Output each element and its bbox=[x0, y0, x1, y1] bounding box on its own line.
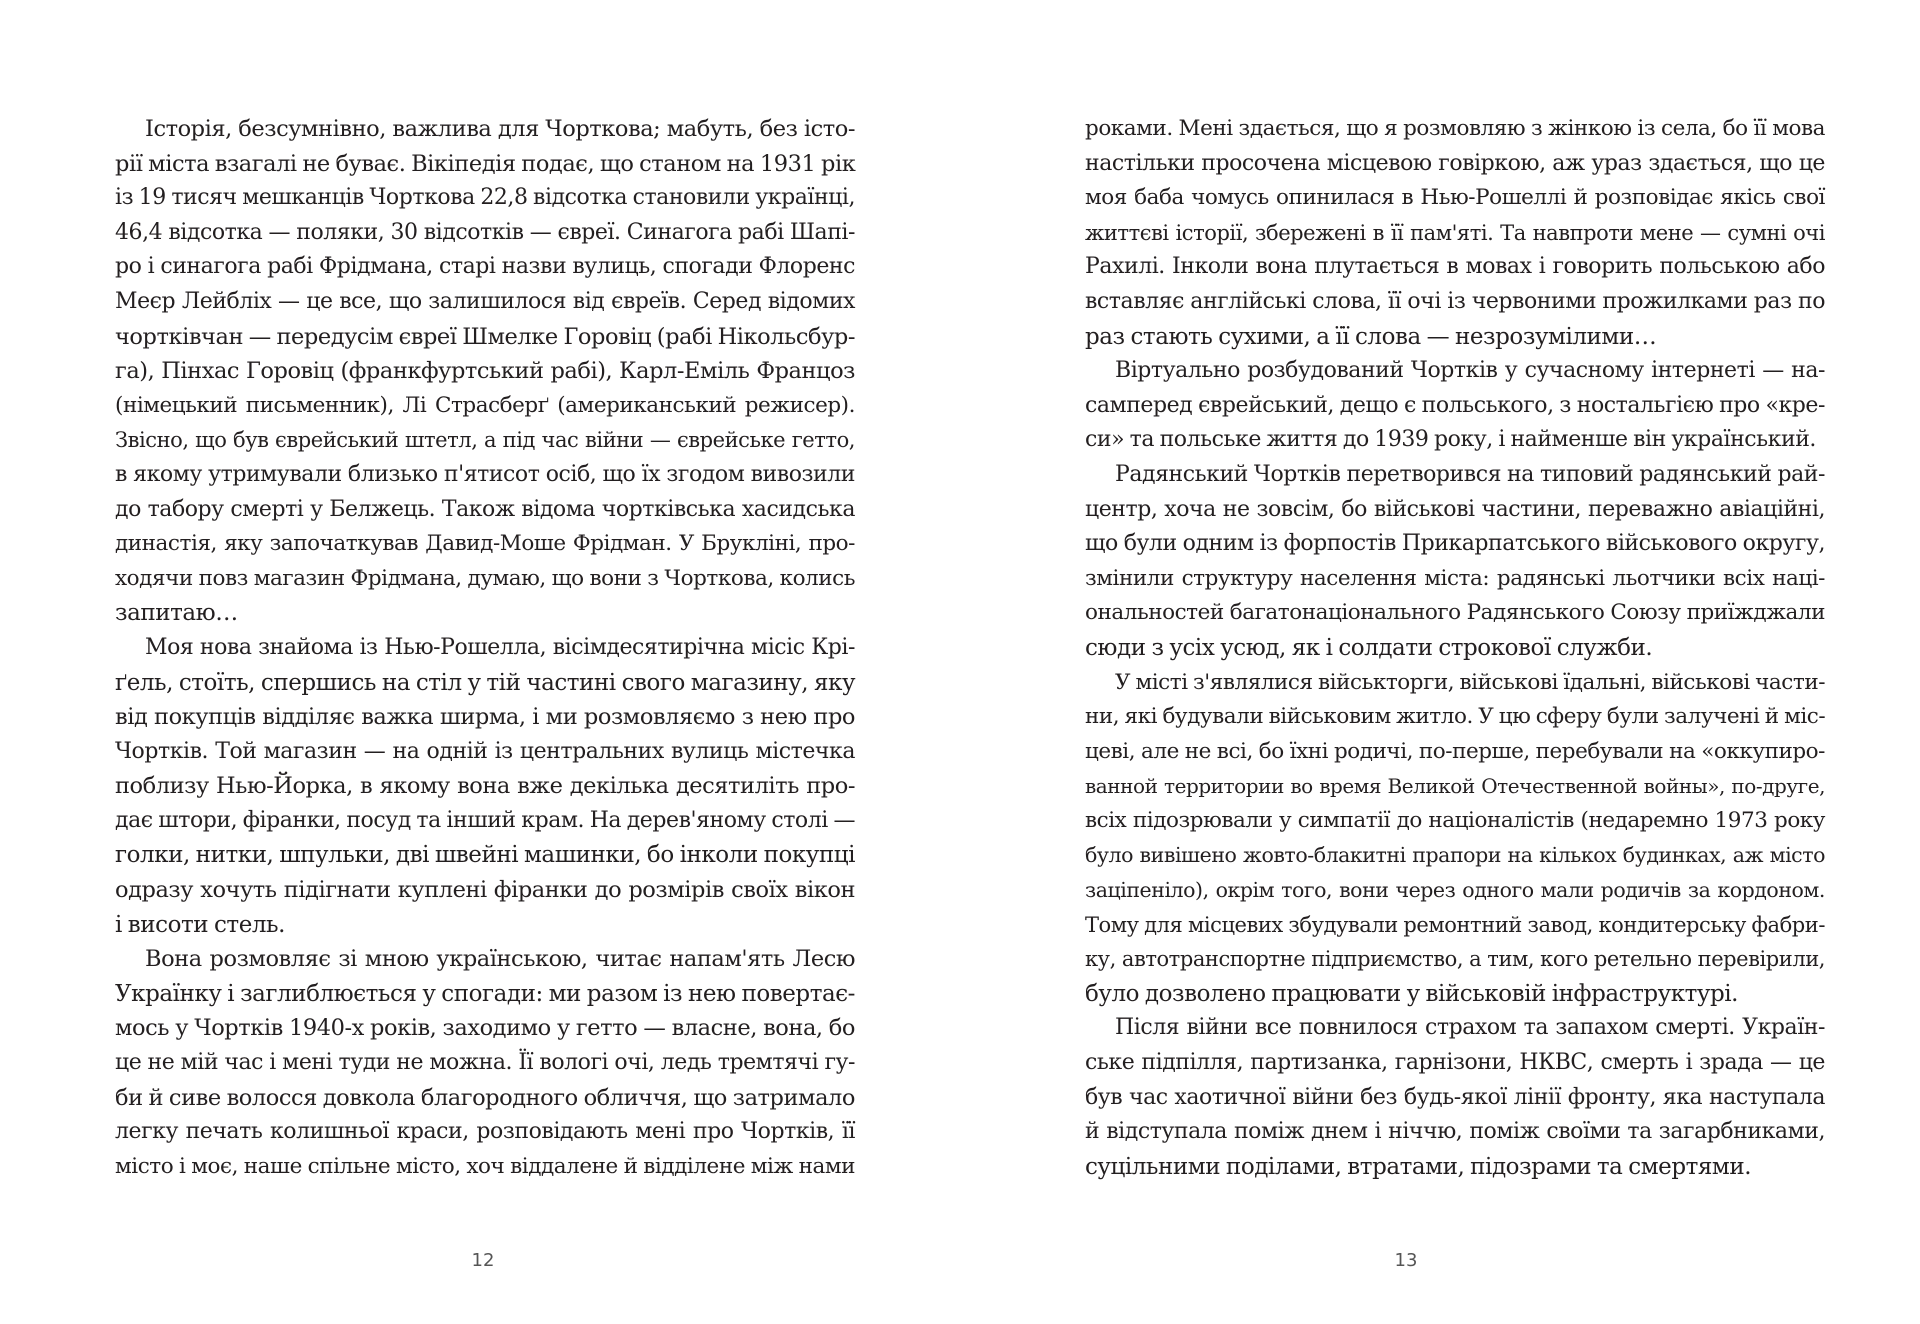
text-line: ське підпілля, партизанка, гарнізони, НКВС, смерть і зрада — це bbox=[1085, 1050, 1825, 1076]
text-line: си» та польське життя до 1939 року, і найменше він український. bbox=[1085, 427, 1816, 453]
text-line: і висоти стель. bbox=[115, 911, 285, 938]
text-line: із 19 тисяч мешканців Чорткова 22,8 відсотка становили українці, bbox=[115, 185, 855, 211]
text-line: Українку і заглиблюється у спогади: ми разом із нею повертає- bbox=[115, 980, 855, 1007]
left-page-text bbox=[115, 112, 855, 1184]
text-line: голки, нитки, шпульки, дві швейні машинки, бо інколи покупці bbox=[115, 842, 855, 869]
text-line: Після війни все повнилося страхом та запахом смерті. Україн- bbox=[1115, 1015, 1825, 1041]
text-line: ку, автотранспортне підприємство, а тим, кого ретельно перевірили, bbox=[1085, 947, 1825, 972]
text-line: ґель, стоїть, спершись на стіл у тій частині свого магазину, яку bbox=[115, 669, 856, 696]
right-page bbox=[960, 0, 1920, 1324]
text-line: (німецький письменник), Лі Страсберґ (американський режисер). bbox=[115, 392, 855, 418]
text-line: самперед єврейський, дещо є польського, з ностальгією про «кре- bbox=[1085, 392, 1825, 418]
text-line: центр, хоча не зовсім, бо військові частини, переважно авіаційні, bbox=[1085, 496, 1825, 522]
text-line: чортківчан — передусім євреї Шмелке Горовіц (рабі Нікольсбур- bbox=[115, 323, 855, 350]
text-line: заціпеніло), окрім того, вони через одного мали родичів за кордоном. bbox=[1085, 878, 1825, 903]
text-line: поблизу Нью-Йорка, в якому вона вже декілька десятиліть про- bbox=[115, 773, 855, 800]
text-line: настільки просочена місцевою говіркою, аж ураз здається, що це bbox=[1085, 150, 1825, 176]
text-line: ходячи повз магазин Фрідмана, думаю, що вони з Чорткова, колись bbox=[115, 565, 855, 591]
text-line: Історія, безсумнівно, важлива для Чорткова; мабуть, без істо- bbox=[145, 116, 855, 142]
text-line: Чортків. Той магазин — на одній із центральних вулиць містечка bbox=[115, 738, 855, 764]
text-line: Моя нова знайома із Нью-Рошелла, вісімдесятирічна місіс Крі- bbox=[145, 634, 855, 660]
text-line: до табору смерті у Белжець. Також відома чортківська хасидська bbox=[115, 496, 855, 522]
text-line: роками. Мені здається, що я розмовляю з жінкою із села, бо її мова bbox=[1085, 116, 1825, 141]
text-line: ональностей багатонаціонального Радянського Союзу приїжджали bbox=[1085, 600, 1825, 626]
text-line: рії міста взагалі не буває. Вікіпедія подає, що станом на 1931 рік bbox=[115, 150, 856, 177]
text-line: цеві, але не всі, бо їхні родичі, по-перше, перебували на «оккупиро- bbox=[1085, 738, 1825, 764]
text-line: династія, яку започаткував Давид-Моше Фрідман. У Брукліні, про- bbox=[115, 531, 855, 557]
text-line: моя баба чомусь опинилася в Нью-Рошеллі й розповідає якісь свої bbox=[1085, 185, 1825, 211]
text-line: дає штори, фіранки, посуд та інший крам. На дерев'яному столі — bbox=[115, 807, 855, 833]
text-line: змінили структуру населення міста: радянські льотчики всіх наці- bbox=[1085, 565, 1825, 591]
text-line: га), Пінхас Горовіц (франкфуртський рабі), Карл-Еміль Францоз bbox=[115, 358, 855, 385]
text-line: вставляє англійські слова, її очі із червоними прожилками раз по bbox=[1085, 288, 1825, 314]
text-line: й відступала поміж днем і ніччю, поміж своїми та загарбниками, bbox=[1085, 1119, 1825, 1145]
text-line: би й сиве волосся довкола благородного обличчя, що затримало bbox=[115, 1084, 855, 1111]
text-line: Звісно, що був єврейський штетл, а під час війни — єврейське гетто, bbox=[115, 428, 855, 453]
right-page-text bbox=[1085, 112, 1825, 1184]
text-line: легку печать колишньої краси, розповідають мені про Чортків, її bbox=[115, 1119, 855, 1145]
text-line: Вона розмовляє зі мною українською, читає напам'ять Лесю bbox=[145, 946, 855, 973]
text-line: 46,4 відсотка — поляки, 30 відсотків — євреї. Синагога рабі Шапі- bbox=[115, 219, 855, 245]
text-line: ни, які будували військовим житло. У цю сферу були залучені й міс- bbox=[1085, 704, 1826, 730]
text-line: Віртуально розбудований Чортків у сучасному інтернеті — на- bbox=[1115, 358, 1825, 384]
text-line: в якому утримували близько п'ятисот осіб, що їх згодом вивозили bbox=[115, 461, 855, 487]
text-line: запитаю… bbox=[115, 600, 238, 627]
text-line: мось у Чортків 1940-х років, заходимо у гетто — власне, вона, бо bbox=[115, 1015, 855, 1042]
text-line: Тому для місцевих збудували ремонтний завод, кондитерську фабри- bbox=[1085, 912, 1825, 937]
text-line: від покупців відділяє важка ширма, і ми розмовляємо з нею про bbox=[115, 704, 855, 731]
text-line: Радянський Чортків перетворився на типовий радянський рай- bbox=[1115, 461, 1825, 487]
text-line: був час хаотичної війни без будь-якої лінії фронту, яка наступала bbox=[1085, 1084, 1825, 1110]
text-line: всіх підозрювали у симпатії до націоналістів (недаремно 1973 року bbox=[1085, 807, 1825, 833]
text-line: це не мій час і мені туди не можна. Її вологі очі, ледь тремтячі гу- bbox=[115, 1050, 855, 1076]
text-line: життєві історії, збережені в її пам'яті. Та навпроти мене — сумні очі bbox=[1085, 220, 1825, 245]
text-line: було дозволено працювати у військовій інфраструктурі. bbox=[1085, 980, 1739, 1007]
text-line: було вивішено жовто-блакитні прапори на кількох будинках, аж місто bbox=[1085, 843, 1825, 868]
text-line: ванной территории во время Великой Отечественной войны», по-друге, bbox=[1085, 774, 1825, 799]
text-line: суцільними поділами, втратами, підозрами та смертями. bbox=[1085, 1153, 1752, 1180]
text-line: одразу хочуть підігнати куплені фіранки до розмірів своїх вікон bbox=[115, 877, 855, 904]
text-line: У місті з'являлися військторги, військові їдальні, військові части- bbox=[1115, 669, 1826, 695]
page-number: 12 bbox=[471, 1250, 495, 1271]
text-line: сюди з усіх усюд, як і солдати строкової служби. bbox=[1085, 634, 1653, 661]
text-line: Меєр Лейбліх — це все, що залишилося від євреїв. Серед відомих bbox=[115, 288, 855, 314]
text-line: Рахилі. Інколи вона плутається в мовах і говорить польською або bbox=[1085, 254, 1825, 280]
text-line: раз стають сухими, а її слова — незрозумілими… bbox=[1085, 323, 1657, 350]
text-line: ро і синагога рабі Фрідмана, старі назви вулиць, спогади Флоренс bbox=[115, 254, 855, 280]
text-line: місто і моє, наше спільне місто, хоч віддалене й відділене між нами bbox=[115, 1153, 855, 1179]
page-number: 13 bbox=[1394, 1250, 1418, 1271]
text-line: що були одним із форпостів Прикарпатського військового округу, bbox=[1085, 531, 1825, 557]
